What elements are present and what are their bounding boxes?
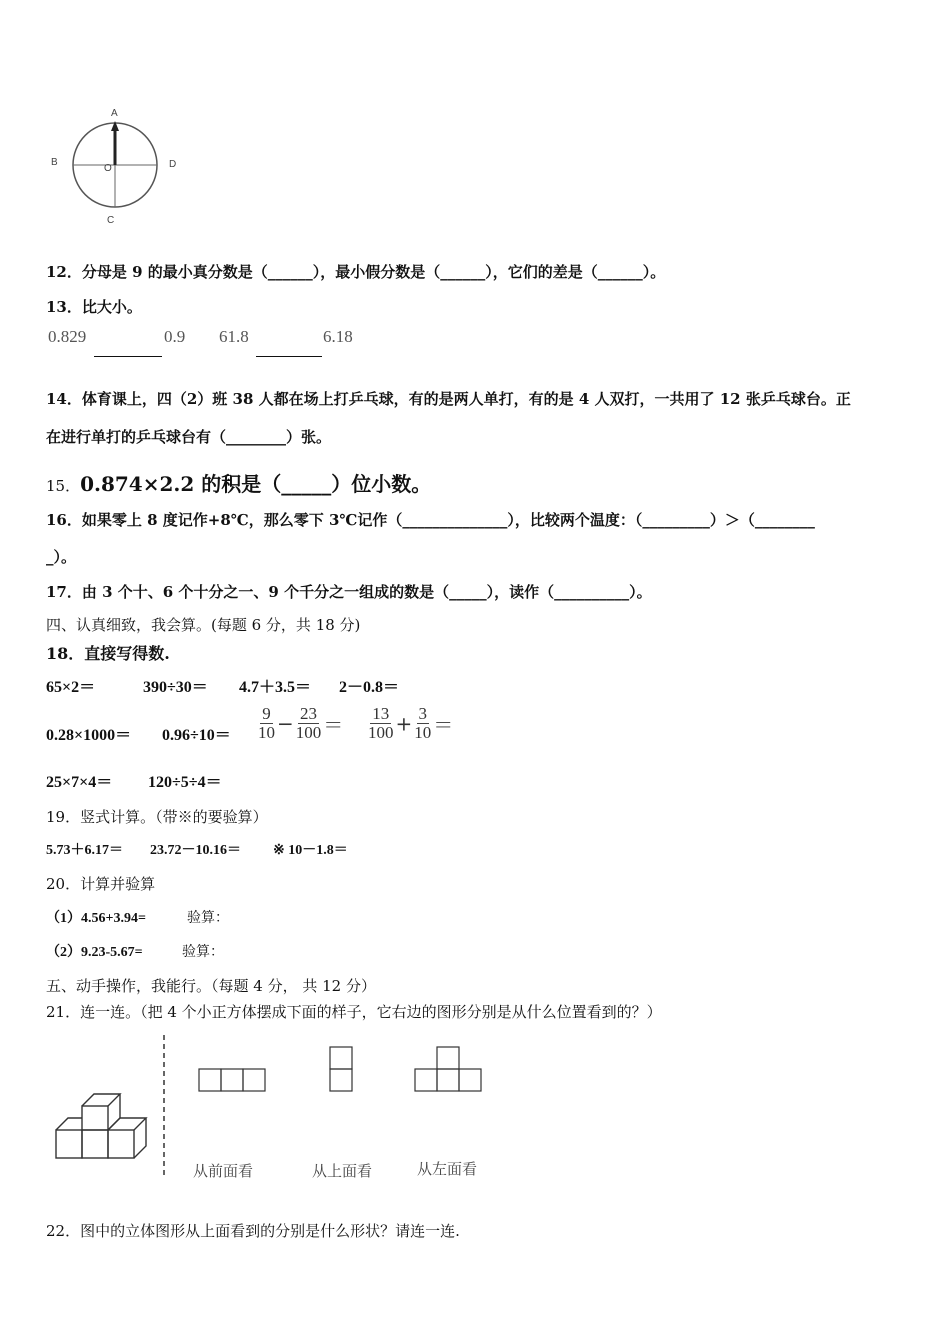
label-front-view: 从前面看 [193,1162,254,1180]
label-b: B [51,157,58,168]
calc-2minus0.8: 2－0.8＝ [339,679,400,696]
compare-b2: 6.18 [323,327,353,346]
calc-390div30: 390÷30＝ [143,679,208,696]
question-12: 12．分母是 9 的最小真分数是（______），最小假分数是（______），它们的差是（______）。 [46,263,666,281]
cube-views-figure [46,1030,496,1190]
label-left-view: 从左面看 [417,1160,478,1178]
compare-blank-1[interactable] [94,356,162,357]
question-14-line2: 在进行单打的乒乓球台有（________）张。 [46,428,332,446]
fraction-3-10: $\frac{3}{10}$ [414,704,432,742]
compare-a2: 61.8 [219,327,249,346]
section-5-heading: 五、动手操作，我能行。（每题 4 分， 共 12 分） [46,977,376,995]
label-top-view: 从上面看 [312,1162,373,1180]
question-14-line1: 14．体育课上，四（2）班 38 人都在场上打乒乓球，有的是两人单打，有的是 4 人双打，一共用了 12 张乒乓球台。正 [46,390,851,408]
fraction-expression-2: $\frac{13}{100}$ + $\frac{3}{10}$ ＝ [368,704,454,742]
calc-120div5div4: 120÷5÷4＝ [148,774,222,791]
compass-figure [45,105,195,230]
question-17: 17．由 3 个十、6 个十分之一、9 个千分之一组成的数是（_____），读作（__________）。 [46,583,652,601]
vertical-calc-3: ※ 10－1.8＝ [273,843,348,858]
calc-0.28x1000: 0.28×1000＝ [46,727,132,744]
question-16-line2: _）。 [46,548,77,566]
label-o: O [104,163,112,174]
question-16-line1: 16．如果零上 8 度记作+8℃，那么零下 3℃记作（______________），比较两个温度：（_________）＞（________ [46,511,815,529]
fraction-23-100: $\frac{23}{100}$ [295,704,322,742]
label-c: C [107,215,115,226]
question-13-title: 13．比大小。 [46,298,142,316]
cube-stack [56,1094,146,1158]
question-22: 22．图中的立体图形从上面看到的分别是什么形状？请连一连. [46,1222,460,1240]
label-a: A [111,108,118,119]
calc-4.7plus3.5: 4.7＋3.5＝ [239,679,312,696]
question-20-title: 20．计算并验算 [46,875,156,893]
question-20-item-2-check: 验算： [182,944,224,960]
view-left-shape [415,1047,481,1091]
compare-a1: 0.829 [48,327,87,346]
calc-65x2: 65×2＝ [46,679,96,696]
question-21-title: 21．连一连。（把 4 个小正方体摆成下面的样子，它右边的图形分别是从什么位置看到的？） [46,1003,662,1021]
compare-b1: 0.9 [164,327,186,346]
question-20-item-1-check: 验算： [187,910,229,926]
calc-0.96div10: 0.96÷10＝ [162,727,231,744]
view-top-shape [330,1047,352,1091]
fraction-expression-1: $\frac{9}{10}$ − $\frac{23}{100}$ ＝ [258,704,344,742]
compare-blank-2[interactable] [256,356,322,357]
label-d: D [169,159,177,170]
question-15-number: 15． [46,477,81,495]
question-18-title: 18．直接写得数. [46,644,170,663]
question-20-item-2: （2）9.23-5.67= [46,945,143,960]
question-15-text: 0.874×2.2 的积是（_____）位小数。 [80,472,432,496]
vertical-calc-1: 5.73＋6.17＝ [46,843,123,858]
question-15 [46,468,431,497]
fraction-13-100: $\frac{13}{100}$ [368,704,394,742]
question-19-title: 19．竖式计算。（带※的要验算） [46,808,268,826]
vertical-calc-2: 23.72－10.16＝ [150,843,241,858]
section-4-heading: 四、认真细致，我会算。(每题 6 分，共 18 分) [46,616,361,634]
view-front-shape [199,1069,265,1091]
question-20-item-1: （1）4.56+3.94= [46,911,146,926]
calc-25x7x4: 25×7×4＝ [46,774,113,791]
fraction-9-10: $\frac{9}{10}$ [258,704,275,742]
